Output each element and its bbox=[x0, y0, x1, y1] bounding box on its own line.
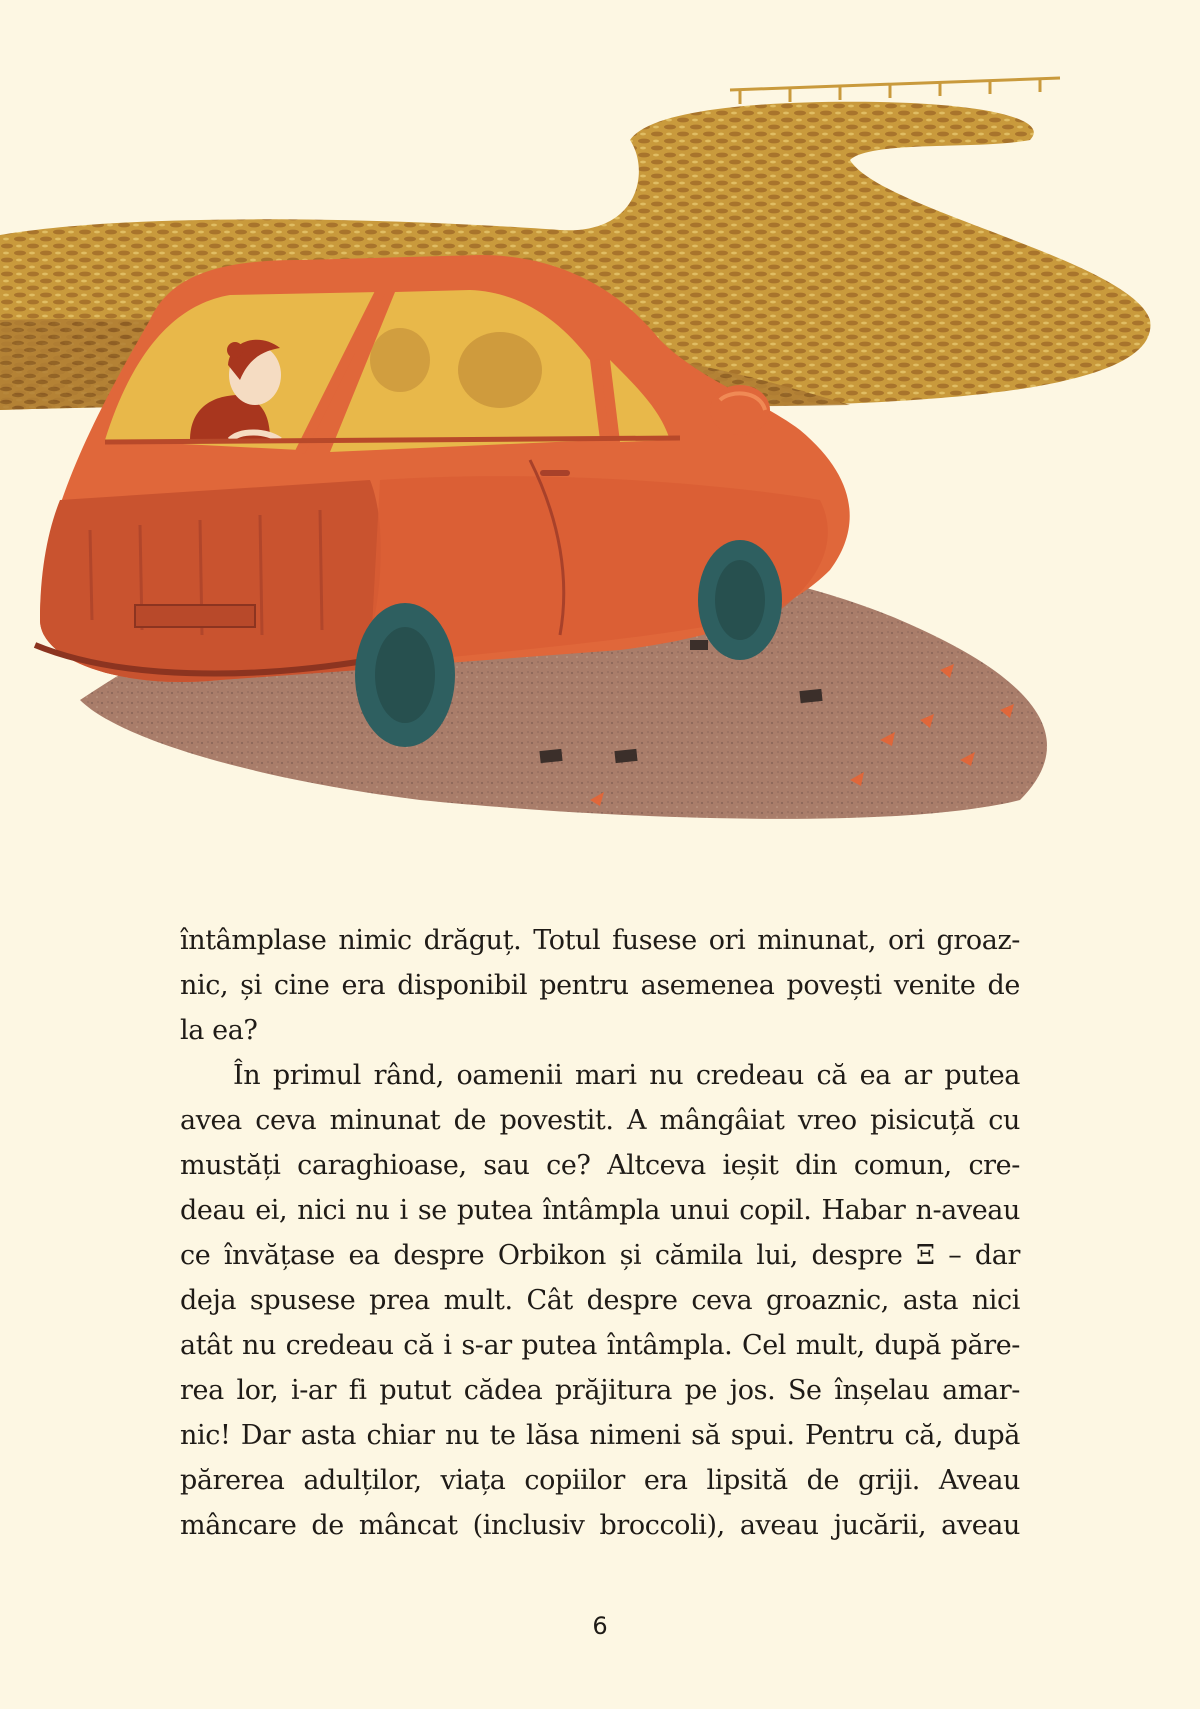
railing bbox=[730, 78, 1060, 104]
text-line: atât nu credeau că i s-ar putea întâmpla. Cel mult, după păre- bbox=[180, 1330, 1020, 1361]
text-line: deau ei, nici nu i se putea întâmpla unui copil. Habar n-aveau bbox=[180, 1195, 1020, 1226]
text-line: mustăți caraghioase, sau ce? Altceva ieșit din comun, cre- bbox=[180, 1150, 1020, 1181]
text-line: întâmplase nimic drăguț. Totul fusese ori minunat, ori groaz- bbox=[180, 925, 1020, 956]
body-text bbox=[180, 918, 1020, 1548]
paragraph-1 bbox=[180, 918, 1020, 1053]
text-line: la ea? bbox=[180, 1015, 258, 1046]
text-line: nic, și cine era disponibil pentru asemenea povești venite de bbox=[180, 970, 1020, 1001]
car-illustration bbox=[0, 60, 1200, 830]
text-line: părerea adulților, viața copiilor era lipsită de griji. Aveau bbox=[180, 1465, 1020, 1496]
text-line: nic! Dar asta chiar nu te lăsa nimeni să spui. Pentru că, după bbox=[180, 1420, 1020, 1451]
paragraph-2 bbox=[180, 1053, 1020, 1548]
text-line: avea ceva minunat de povestit. A mângâiat vreo pisicuță cu bbox=[180, 1105, 1020, 1136]
text-line: rea lor, i-ar fi putut cădea prăjitura pe jos. Se înșelau amar- bbox=[180, 1375, 1020, 1406]
text-line: mâncare de mâncat (inclusiv broccoli), aveau jucării, aveau bbox=[180, 1510, 1020, 1541]
text-line: În primul rând, oamenii mari nu credeau că ea ar putea bbox=[233, 1060, 1020, 1091]
text-line: deja spusese prea mult. Cât despre ceva groaznic, asta nici bbox=[180, 1285, 1020, 1316]
text-line: ce învățase ea despre Orbikon și cămila lui, despre Ξ – dar bbox=[180, 1240, 1020, 1271]
page-number: 6 bbox=[592, 1612, 608, 1640]
